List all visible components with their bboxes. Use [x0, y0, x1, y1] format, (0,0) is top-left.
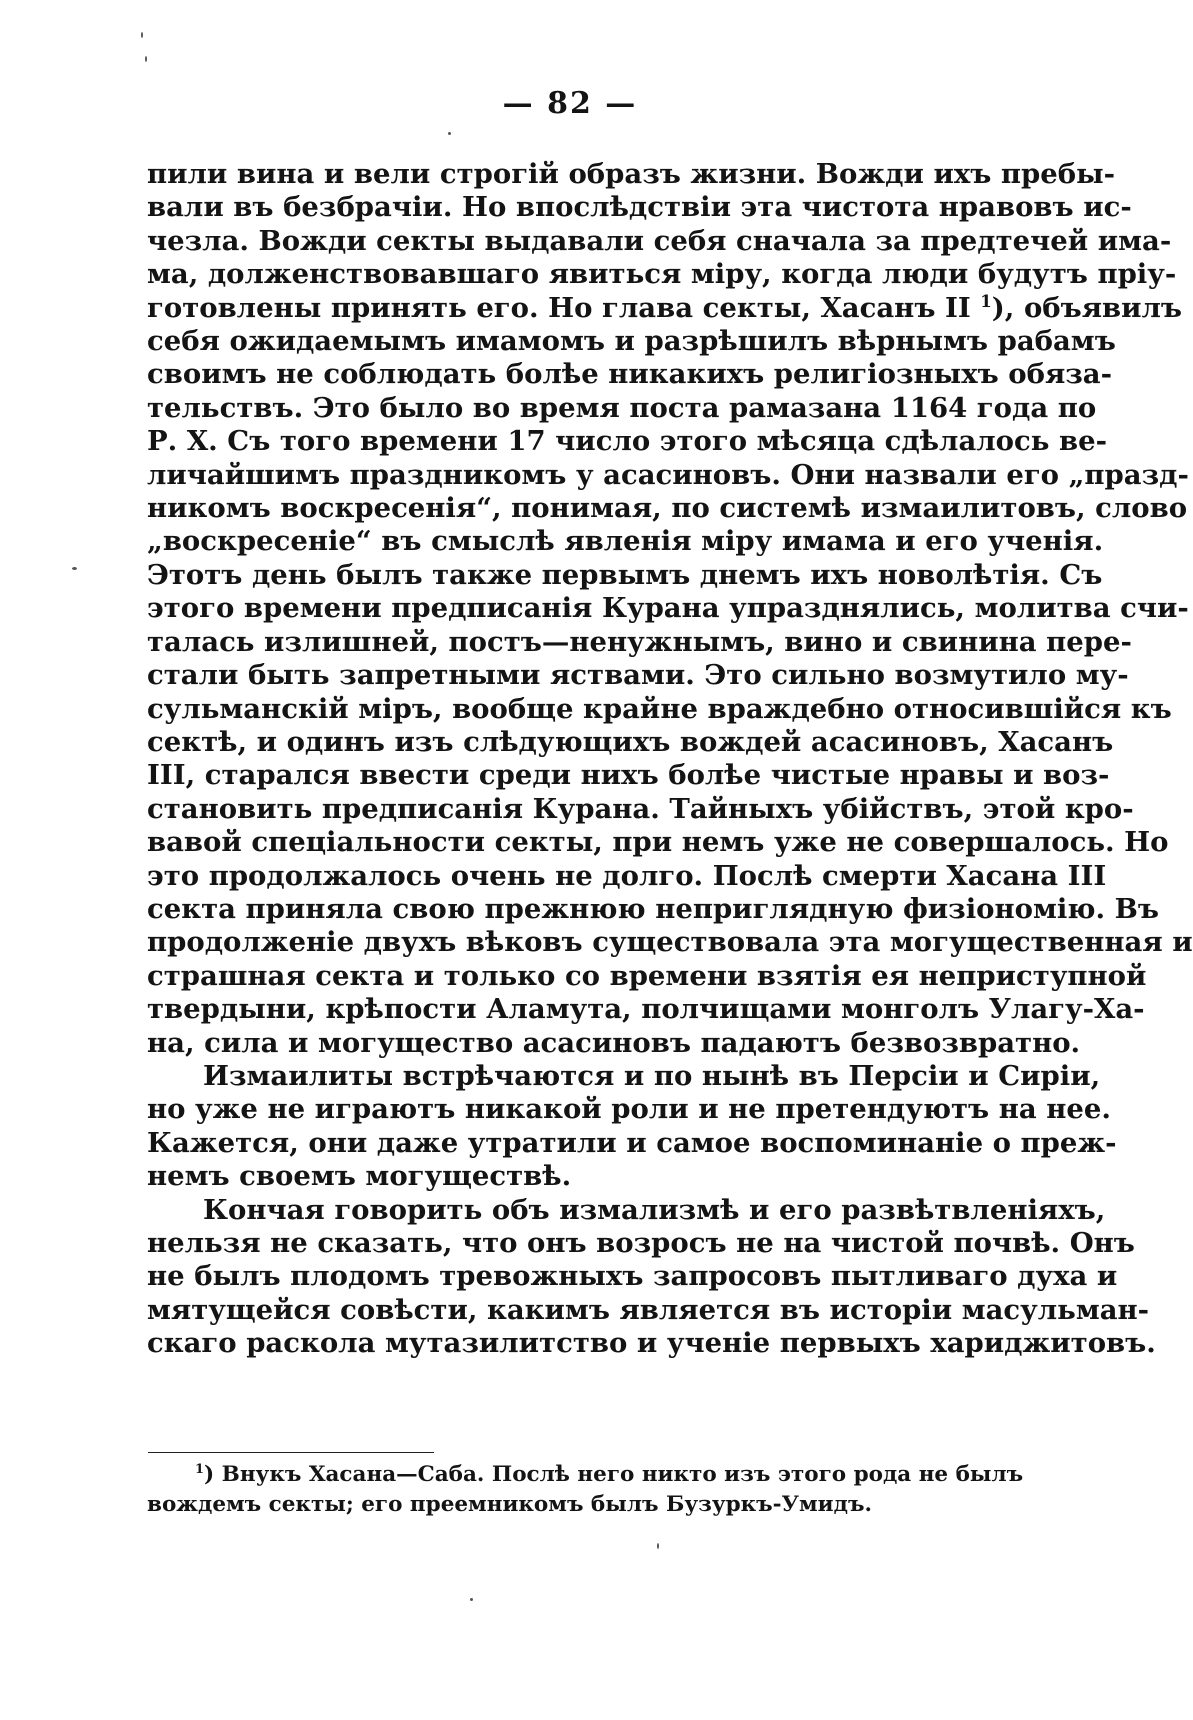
scan-speck [72, 567, 77, 570]
text-line: чезла. Вожди секты выдавали себя сначала за предтечей има- [147, 224, 1172, 257]
text-line: это продолжалось очень не долго. Послѣ смерти Хасана III [147, 859, 1107, 892]
text-line: секта приняла свою прежнюю неприглядную физіономію. Въ [147, 892, 1159, 925]
text-line: немъ своемъ могуществѣ. [147, 1160, 572, 1193]
scan-speck [141, 32, 143, 38]
text-line: на, сила и могущество асасиновъ падаютъ безвозвратно. [147, 1026, 1081, 1059]
footnote-text: ) Внукъ Хасана—Саба. Послѣ него никто изъ этого рода не былъ [203, 1462, 1024, 1487]
footnote [147, 1460, 1024, 1520]
text-line: мятущейся совѣсти, какимъ является въ исторіи масульман- [147, 1293, 1150, 1326]
text-line: скаго раскола мутазилитство и ученіе первыхъ хариджитовъ. [147, 1327, 1156, 1360]
main-text [147, 158, 1193, 1361]
text-line: себя ожидаемымъ имамомъ и разрѣшилъ вѣрнымъ рабамъ [147, 325, 1116, 358]
text-line: сульманскій міръ, вообще крайне враждебно относившійся къ [147, 692, 1172, 725]
text-line: никомъ воскресенія“, понимая, по системѣ измаилитовъ, слово [147, 492, 1188, 525]
text-line: ма, долженствовавшаго явиться міру, когда люди будутъ пріу- [147, 258, 1177, 291]
scan-speck [448, 132, 451, 135]
scan-speck [145, 56, 147, 62]
footnote-line [147, 1460, 1024, 1490]
scan-speck [470, 1598, 473, 1601]
text-line: Кончая говорить объ измализмѣ и его развѣтвленіяхъ, [203, 1193, 1106, 1226]
text-line: становить предписанія Курана. Тайныхъ убійствъ, этой кро- [147, 792, 1134, 825]
text-line: этого времени предписанія Курана упразднялись, молитва счи- [147, 592, 1189, 625]
text-line: Этотъ день былъ также первымъ днемъ ихъ новолѣтія. Съ [147, 558, 1103, 591]
text-line: но уже не играютъ никакой роли и не претендуютъ на нее. [147, 1093, 1111, 1126]
text-line-part: ), объявилъ [991, 291, 1183, 324]
text-line: стали быть запретными яствами. Это сильно возмутило му- [147, 659, 1129, 692]
text-line: пили вина и вели строгій образъ жизни. Вожди ихъ пребы- [147, 158, 1116, 190]
footnote-reference: 1 [980, 291, 992, 311]
footnote-line: вождемъ секты; его преемникомъ былъ Бузуркъ-Умидъ. [147, 1492, 872, 1517]
text-line: твердыни, крѣпости Аламута, полчищами монголъ Улагу-Ха- [147, 993, 1145, 1026]
text-line: Р. Х. Съ того времени 17 число этого мѣсяца сдѣлалось ве- [147, 425, 1107, 458]
text-line: страшная секта и только со времени взятія ея неприступной [147, 959, 1147, 992]
text-line: тельствъ. Это было во время поста рамазана 1164 года по [147, 391, 1097, 424]
text-line: продолженіе двухъ вѣковъ существовала эта могущественная и [147, 926, 1193, 959]
text-line: III, старался ввести среди нихъ болѣе чистые нравы и воз- [147, 759, 1110, 792]
text-line: не былъ плодомъ тревожныхъ запросовъ пытливаго духа и [147, 1260, 1118, 1293]
text-line: личайшимъ праздникомъ у асасиновъ. Они назвали его „празд- [147, 458, 1189, 491]
text-line: Измаилиты встрѣчаются и по нынѣ въ Персіи и Сиріи, [203, 1059, 1101, 1092]
scan-speck [657, 1543, 659, 1549]
text-line: Кажется, они даже утратили и самое воспоминаніе о преж- [147, 1126, 1117, 1159]
text-line: „воскресеніе“ въ смыслѣ явленія міру имама и его ученія. [147, 525, 1104, 558]
text-line: вали въ безбрачіи. Но впослѣдствіи эта чистота нравовъ ис- [147, 191, 1132, 224]
text-line-with-footnote-ref [147, 291, 1183, 325]
text-line: вавой спеціальности секты, при немъ уже не совершалось. Но [147, 826, 1169, 859]
text-line: талась излишней, постъ—ненужнымъ, вино и свинина пере- [147, 625, 1132, 658]
text-line: сектѣ, и одинъ изъ слѣдующихъ вождей асасиновъ, Хасанъ [147, 725, 1114, 758]
footnote-divider [148, 1452, 434, 1453]
text-line-part: готовлены принять его. Но глава секты, Хасанъ II [147, 291, 971, 324]
footnote-marker: 1 [195, 1461, 204, 1477]
text-line: нельзя не сказать, что онъ возросъ не на чистой почвѣ. Онъ [147, 1227, 1135, 1259]
page-number: — 82 — [502, 86, 638, 121]
text-line: своимъ не соблюдать болѣе никакихъ религіозныхъ обяза- [147, 358, 1113, 391]
